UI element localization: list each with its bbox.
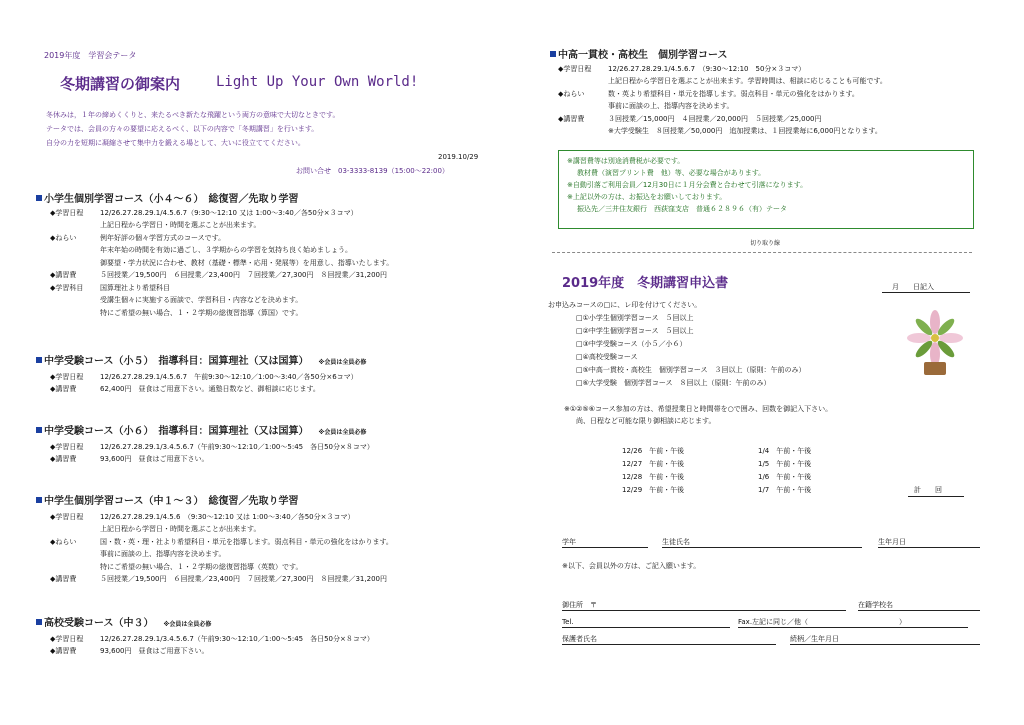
schedule-cell[interactable]: 12/28 午前・午後: [622, 473, 685, 481]
form-date-label: 月 日記入: [892, 283, 934, 291]
poinsettia-illustration: [904, 308, 966, 378]
course-option-5[interactable]: □⑤中高一貫校・高校生 個別学習コース ３回以上（原則：午前のみ）: [576, 366, 806, 374]
row-value: 上記日程から学習日・時間を選ぶことが出来ます。: [100, 525, 261, 533]
student-name-field[interactable]: [662, 547, 862, 548]
row-value: ５回授業／19,500円 ６回授業／23,400円 ７回授業／27,300円 ８回授業／31,200円: [100, 271, 387, 279]
guardian-label: 保護者氏名: [562, 635, 597, 643]
section-title-elementary: 小学生個別学習コース（小４～６） 総復習／先取り学習: [36, 190, 299, 205]
section-title-juken-6: 中学受験コース（小６） 指導科目：国算理社（又は国算） ※会員は全員必修: [36, 422, 366, 437]
row-key: ◆学習日程: [50, 209, 84, 217]
row-key: ◆学習日程: [50, 373, 84, 381]
row-value: 12/26.27.28.29.1/4.5.6.7 （9:30～12:10 50分×３コマ）: [608, 65, 806, 73]
row-key: ◆学習日程: [50, 635, 84, 643]
row-key: ◆ねらい: [50, 234, 77, 242]
course-option-2[interactable]: □②中学生個別学習コース ５回以上: [576, 327, 694, 335]
date-underline: [882, 292, 970, 293]
row-value: ５回授業／19,500円 ６回授業／23,400円 ７回授業／27,300円 ８回授業／31,200円: [100, 575, 387, 583]
row-value: 受講生個々に実施する面談で、学習科目・内容などを決めます。: [100, 296, 303, 304]
page-subtitle-en: Light Up Your Own World!: [216, 74, 419, 90]
section-title-high-school: 中高一貫校・高校生 個別学習コース: [550, 46, 728, 61]
section-title-high-school-exam: 高校受験コース（中３） ※会員は全員必修: [36, 614, 211, 629]
intro-line-2: テータでは、会員の方々の要望に応えるべく、以下の内容で「冬期講習」を行います。: [46, 125, 319, 133]
schedule-cell[interactable]: 1/7 午前・午後: [758, 486, 812, 494]
row-value: 国・数・英・理・社より希望科目・単元を指導します。弱点科目・単元の強化をはかります。: [100, 538, 393, 546]
non-member-note: ※以下、会員以外の方は、ご記入願います。: [562, 562, 701, 570]
fax-label: Fax.左記に同じ／他（ ）: [738, 618, 907, 626]
row-key: ◆講習費: [50, 385, 77, 393]
square-icon: [36, 497, 42, 503]
form-note-line-1: ※①②⑤⑥コース参加の方は、希望授業日と時間帯を○で囲み、回数を御記入下さい。: [564, 405, 833, 413]
row-key: ◆ねらい: [50, 538, 77, 546]
tel-field[interactable]: [562, 627, 730, 628]
form-title: 2019年度 冬期講習申込書: [562, 276, 729, 291]
guardian-field[interactable]: [562, 644, 776, 645]
tel-label: Tel.: [562, 618, 574, 626]
form-instruction: お申込みコースの□に、レ印を付けてください。: [548, 301, 702, 309]
student-name-label: 生徒氏名: [662, 538, 690, 546]
course-option-6[interactable]: □⑥大学受験 個別学習コース ８回以上（原則：午前のみ）: [576, 379, 771, 387]
schedule-cell[interactable]: 12/26 午前・午後: [622, 447, 685, 455]
grade-label: 学年: [562, 538, 576, 546]
fax-field[interactable]: [738, 627, 968, 628]
schedule-cell[interactable]: 1/4 午前・午後: [758, 447, 812, 455]
square-icon: [550, 51, 556, 57]
row-key: ◆講習費: [558, 115, 585, 123]
row-value: 上記日程から学習日を選ぶことが出来ます。学習時間は、相談に応じることも可能です。: [608, 77, 887, 85]
row-value: ※大学受験生 ８回授業／50,000円 追加授業は、１回授業毎に6,000円となります。: [608, 127, 882, 135]
square-icon: [36, 427, 42, 433]
schedule-cell[interactable]: 1/5 午前・午後: [758, 460, 812, 468]
square-icon: [36, 619, 42, 625]
cut-line-label: 切り取り線: [750, 240, 781, 247]
row-value: 年末年始の時間を有効に過ごし、３学期からの学習を気持ち良く始めましょう。: [100, 246, 352, 254]
course-option-4[interactable]: □④高校受験コース: [576, 353, 638, 361]
row-value: 特にご希望の無い場合、１・２学期の総復習指導（英数）です。: [100, 563, 303, 571]
row-value: 事前に面談の上、指導内容を決めます。: [100, 550, 226, 558]
birthdate-label: 生年月日: [878, 538, 906, 546]
section-body-high-school-exam: [50, 634, 490, 660]
form-note-line-2: 尚、日程など可能な限り御相談に応じます。: [576, 417, 716, 425]
course-option-3[interactable]: □③中学受験コース（小５／小６）: [576, 340, 687, 348]
row-value: ３回授業／15,000円 ４回授業／20,000円 ５回授業／25,000円: [608, 115, 822, 123]
row-key: ◆学習科目: [50, 284, 84, 292]
row-value: 事前に面談の上、指導内容を決めます。: [608, 102, 734, 110]
section-body-juken-6: [50, 442, 490, 468]
contact-info: お問い合せ 03-3333-8139（15:00～22:00）: [296, 167, 449, 175]
notes-line: 振込先／三井住友銀行 西荻窪支店 普通６２８９６（有）テータ: [577, 205, 787, 213]
schedule-cell[interactable]: 12/29 午前・午後: [622, 486, 685, 494]
grade-field[interactable]: [562, 547, 648, 548]
course-option-1[interactable]: □①小学生個別学習コース ５回以上: [576, 314, 694, 322]
intro-line-3: 自分の力を短期に凝縮させて集中力を鍛える場として、大いに役立ててください。: [46, 139, 305, 147]
page-title: 冬期講習の御案内: [60, 75, 181, 93]
intro-line-1: 冬休みは，１年の締めくくりと、来たるべき新たな飛躍という両方の意味で大切なときです。: [46, 111, 340, 119]
row-key: ◆学習日程: [50, 513, 84, 521]
row-key: ◆学習日程: [558, 65, 592, 73]
birthdate-field[interactable]: [878, 547, 980, 548]
total-count-label: 計 回: [914, 486, 942, 494]
right-page: [512, 0, 1024, 725]
address-field[interactable]: [562, 610, 846, 611]
notes-line: ※講習費等は別途消費税が必要です。: [567, 157, 685, 165]
row-value: 数・英より希望科目・単元を指導します。弱点科目・単元の強化をはかります。: [608, 90, 859, 98]
issue-date: 2019.10/29: [438, 153, 479, 161]
section-body-elementary: [50, 208, 490, 318]
square-icon: [36, 357, 42, 363]
row-value: 12/26.27.28.29.1/3.4.5.6.7（午前9:30～12:10／1:00～5:45 各日50分×８コマ）: [100, 635, 374, 643]
row-value: 御要望・学力状況に合わせ、教材（基礎・標準・応用・発展等）を用意し、指導いたします。: [100, 259, 394, 267]
row-value: 62,400円 昼食はご用意下さい。通塾日数など、御相談に応じます。: [100, 385, 320, 393]
header-label: 2019年度 学習会テータ: [44, 51, 137, 60]
row-key: ◆講習費: [50, 647, 77, 655]
row-key: ◆ねらい: [558, 90, 585, 98]
total-underline: [908, 496, 964, 497]
row-key: ◆講習費: [50, 271, 77, 279]
section-body-junior-high: [50, 512, 490, 588]
row-value: 12/26.27.28.29.1/3.4.5.6.7（午前9:30～12:10／1:00～5:45 各日50分×８コマ）: [100, 443, 374, 451]
row-value: 93,600円 昼食はご用意下さい。: [100, 455, 209, 463]
section-title-junior-high: 中学生個別学習コース（中１～３） 総復習／先取り学習: [36, 492, 299, 507]
schedule-cell[interactable]: 1/6 午前・午後: [758, 473, 812, 481]
school-field[interactable]: [858, 610, 980, 611]
relation-label: 続柄／生年月日: [790, 635, 839, 643]
row-value: 12/26.27.28.29.1/4.5.6.7（9:30～12:10 又は 1:00～3:40／各50分×３コマ）: [100, 209, 358, 217]
notes-line: ※自動引落ご利用会員／12月30日に１月分会費と合わせて引落になります。: [567, 181, 808, 189]
row-value: 例年好評の個々学習方式のコースです。: [100, 234, 226, 242]
row-key: ◆講習費: [50, 455, 77, 463]
row-key: ◆学習日程: [50, 443, 84, 451]
row-value: 93,600円 昼食はご用意下さい。: [100, 647, 209, 655]
notes-line: 教材費（演習プリント費 他）等、必要な場合があります。: [577, 169, 766, 177]
square-icon: [36, 195, 42, 201]
row-key: ◆講習費: [50, 575, 77, 583]
schedule-cell[interactable]: 12/27 午前・午後: [622, 460, 685, 468]
address-label: 御住所 〒: [562, 601, 597, 609]
row-value: 12/26.27.28.29.1/4.5.6 （9:30～12:10 又は 1:00～3:40／各50分×３コマ）: [100, 513, 355, 521]
notes-box: [558, 150, 974, 229]
school-label: 在籍学校名: [858, 601, 893, 609]
cut-line: [552, 252, 972, 253]
row-value: 国算理社より希望科目: [100, 284, 170, 292]
relation-field[interactable]: [790, 644, 980, 645]
section-title-juken-5: 中学受験コース（小５） 指導科目：国算理社（又は国算） ※会員は全員必修: [36, 352, 366, 367]
notes-line: ※上記以外の方は、お振込をお願いしております。: [567, 193, 727, 201]
section-body-juken-5: [50, 372, 490, 398]
row-value: 上記日程から学習日・時間を選ぶことが出来ます。: [100, 221, 261, 229]
row-value: 特にご希望の無い場合、１・２学期の総復習指導（算国）です。: [100, 309, 303, 317]
row-value: 12/26.27.28.29.1/4.5.6.7 午前9:30～12:10／1:00～3:40／各50分×6コマ）: [100, 373, 358, 381]
section-body-high-school: [558, 64, 1008, 140]
